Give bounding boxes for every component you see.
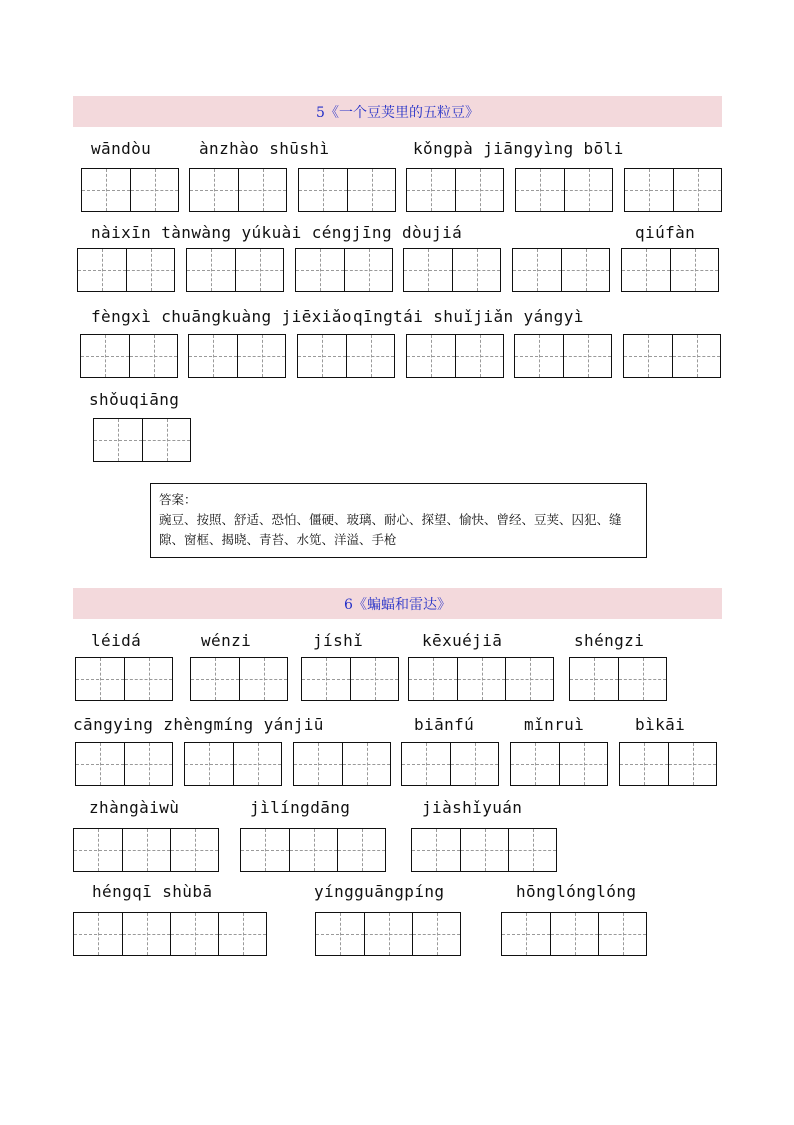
pinyin-fengxi-chuangkuang-jiexiao: fèngxì chuāngkuàng jiēxiǎo xyxy=(91,307,352,326)
writing-grid[interactable] xyxy=(81,168,179,212)
answer-box xyxy=(150,483,647,558)
writing-grid[interactable] xyxy=(315,912,461,956)
pinyin-jishi: jíshǐ xyxy=(313,631,364,650)
writing-grid[interactable] xyxy=(619,742,717,786)
pinyin-cangying-zhengming-yanjiu: cāngying zhèngmíng yánjiū xyxy=(73,715,324,734)
pinyin-shouqiang: shǒuqiāng xyxy=(89,390,180,409)
writing-grid[interactable] xyxy=(75,657,173,701)
writing-grid[interactable] xyxy=(569,657,667,701)
writing-grid[interactable] xyxy=(403,248,501,292)
writing-grid[interactable] xyxy=(514,334,612,378)
pinyin-zhangaiwu: zhàngàiwù xyxy=(89,798,180,817)
writing-grid[interactable] xyxy=(297,334,395,378)
answer-label: 答案： xyxy=(159,492,197,507)
pinyin-minrui: mǐnruì xyxy=(524,715,585,734)
writing-grid[interactable] xyxy=(295,248,393,292)
writing-grid[interactable] xyxy=(189,168,287,212)
writing-grid[interactable] xyxy=(512,248,610,292)
writing-grid[interactable] xyxy=(80,334,178,378)
pinyin-kongpa-jiangying-boli: kǒngpà jiāngyìng bōli xyxy=(413,139,624,158)
writing-grid[interactable] xyxy=(623,334,721,378)
pinyin-qiufan: qiúfàn xyxy=(635,223,696,242)
pinyin-naixin-tanwang-yukuai-cengjing-doujia: nàixīn tànwàng yúkuài céngjīng dòujiá xyxy=(91,223,463,242)
pinyin-bianfu: biānfú xyxy=(414,715,475,734)
writing-grid[interactable] xyxy=(406,334,504,378)
pinyin-shengzi: shéngzi xyxy=(574,631,645,650)
writing-grid[interactable] xyxy=(401,742,499,786)
pinyin-anzhao-shushi: ànzhào shūshì xyxy=(199,139,330,158)
pinyin-honglonglong: hōnglónglóng xyxy=(516,882,637,901)
section-5-title: 5《一个豆荚里的五粒豆》 xyxy=(73,96,722,127)
writing-grid[interactable] xyxy=(408,657,554,701)
section-6-title: 6《蝙蝠和雷达》 xyxy=(73,588,722,619)
pinyin-wandou: wāndòu xyxy=(91,139,152,158)
writing-grid[interactable] xyxy=(184,742,282,786)
writing-grid[interactable] xyxy=(77,248,175,292)
writing-grid[interactable] xyxy=(73,828,219,872)
writing-grid[interactable] xyxy=(240,828,386,872)
writing-grid[interactable] xyxy=(411,828,557,872)
writing-grid[interactable] xyxy=(73,912,267,956)
pinyin-wenzi: wénzi xyxy=(201,631,252,650)
pinyin-kexuejia: kēxuéjiā xyxy=(422,631,503,650)
pinyin-hengqi-shuba: héngqī shùbā xyxy=(92,882,213,901)
writing-grid[interactable] xyxy=(298,168,396,212)
writing-grid[interactable] xyxy=(406,168,504,212)
writing-grid[interactable] xyxy=(501,912,647,956)
pinyin-qingtai-shuijian-yangyi: qīngtái shuǐjiǎn yángyì xyxy=(353,307,584,326)
writing-grid[interactable] xyxy=(75,742,173,786)
writing-grid[interactable] xyxy=(510,742,608,786)
writing-grid[interactable] xyxy=(624,168,722,212)
writing-grid[interactable] xyxy=(190,657,288,701)
pinyin-jilingdang: jìlíngdāng xyxy=(250,798,351,817)
pinyin-bikai: bìkāi xyxy=(635,715,686,734)
pinyin-jiashiyuan: jiàshǐyuán xyxy=(422,798,523,817)
writing-grid[interactable] xyxy=(186,248,284,292)
pinyin-yingguangping: yíngguāngpíng xyxy=(314,882,445,901)
writing-grid[interactable] xyxy=(188,334,286,378)
pinyin-leida: léidá xyxy=(91,631,142,650)
writing-grid[interactable] xyxy=(293,742,391,786)
writing-grid[interactable] xyxy=(301,657,399,701)
writing-grid[interactable] xyxy=(515,168,613,212)
writing-grid[interactable] xyxy=(93,418,191,462)
writing-grid[interactable] xyxy=(621,248,719,292)
answer-text: 豌豆、按照、舒适、恐怕、僵硬、玻璃、耐心、探望、愉快、曾经、豆荚、囚犯、缝隙、窗框、揭晓、青苔、水笕、洋溢、手枪 xyxy=(159,512,622,547)
